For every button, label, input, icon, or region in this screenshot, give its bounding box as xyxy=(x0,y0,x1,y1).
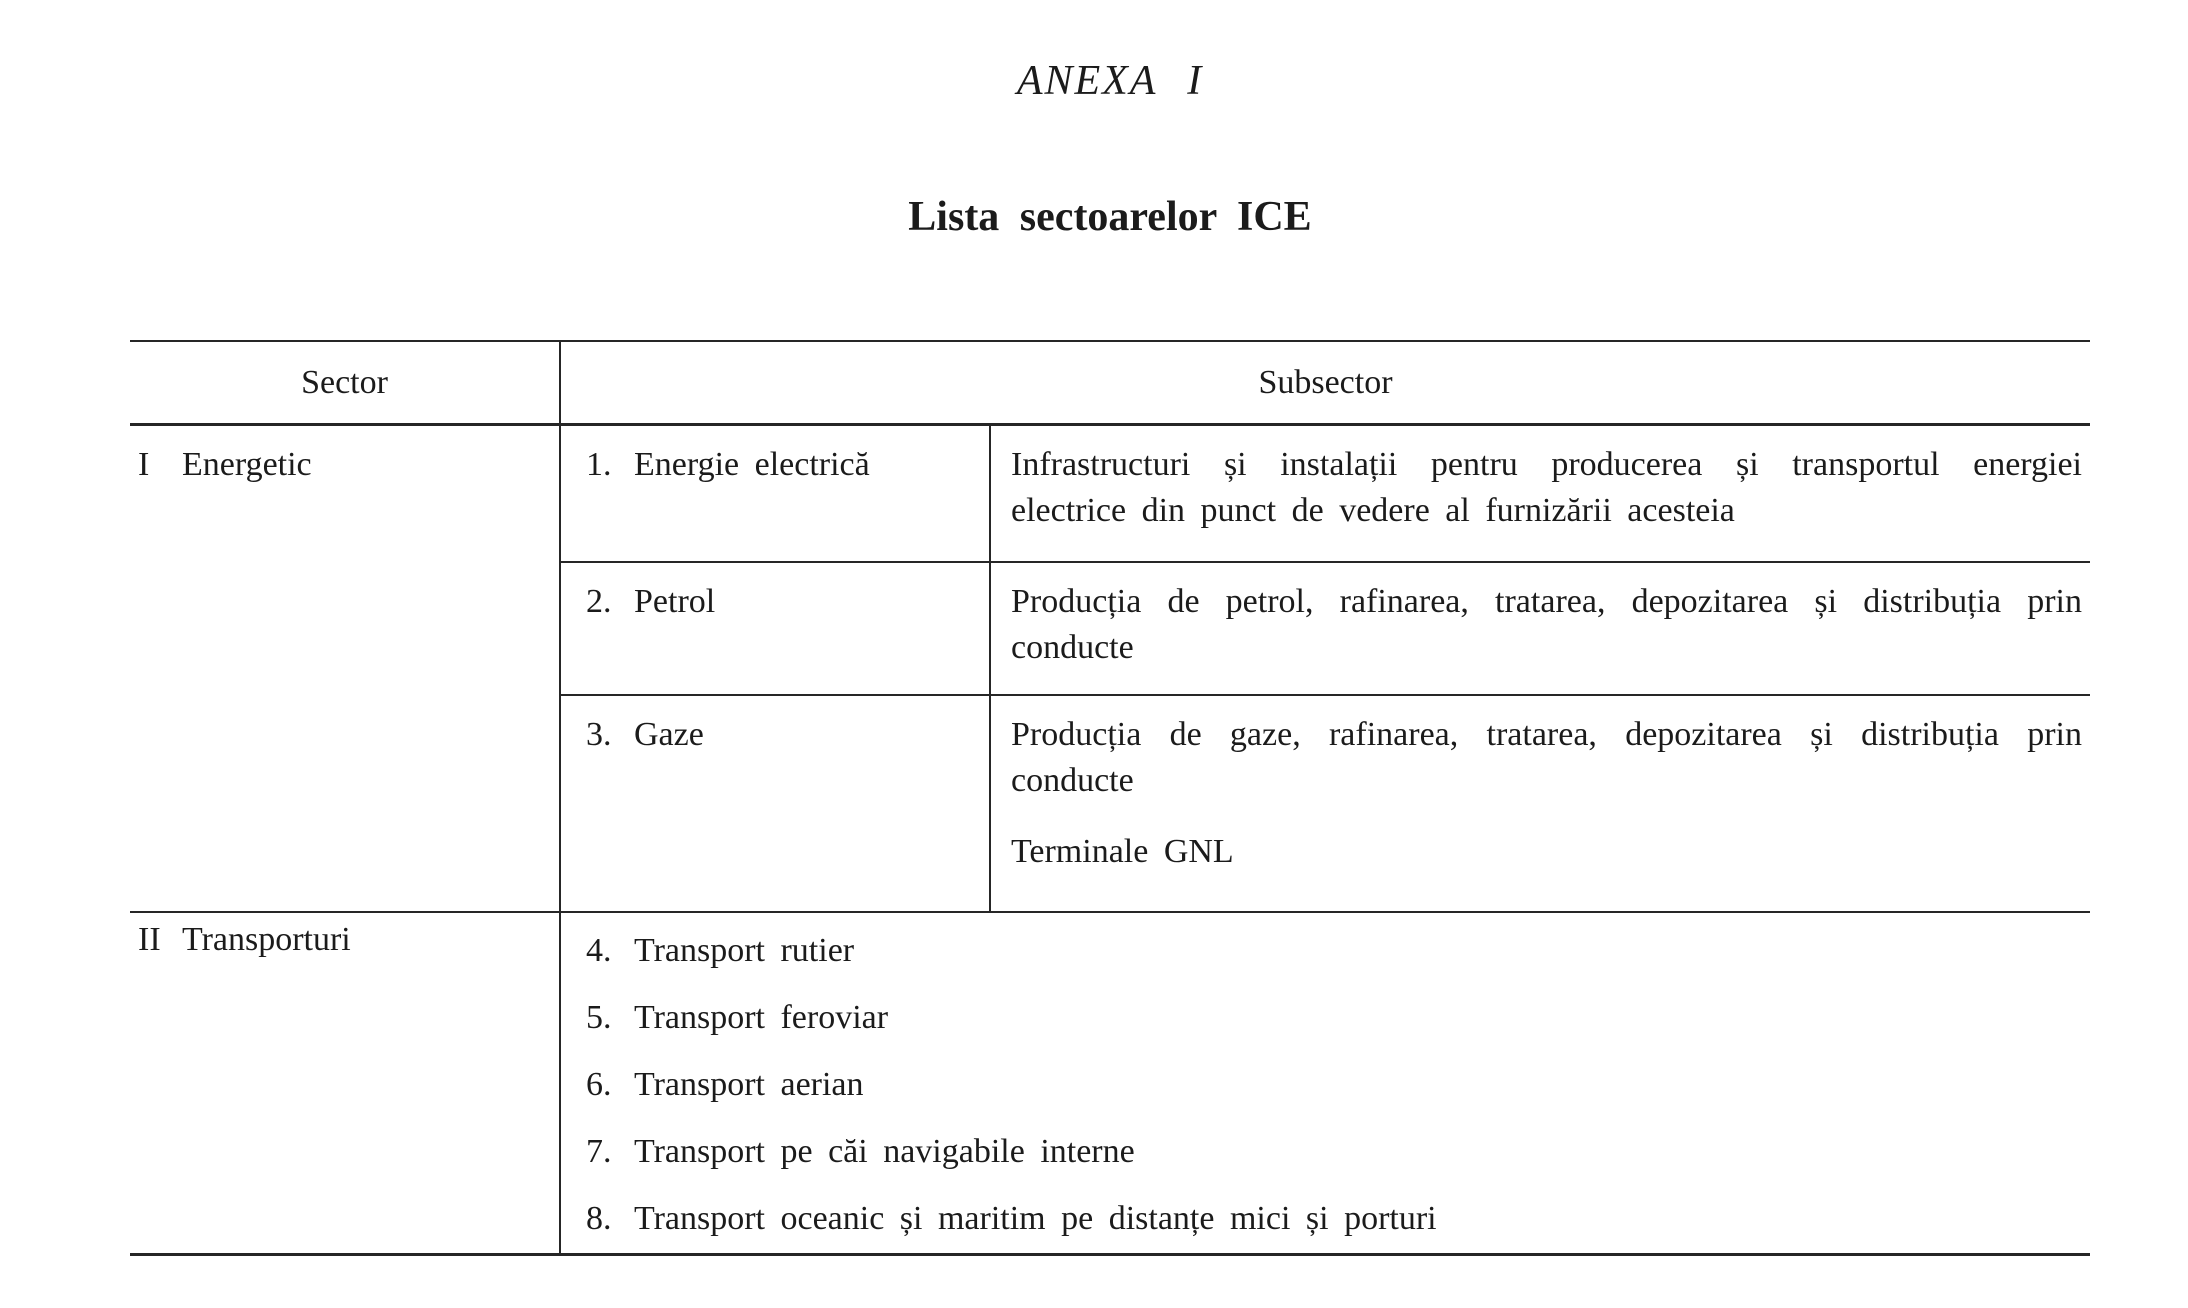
subsector-name-cell xyxy=(560,562,990,695)
description-text: Terminale GNL xyxy=(1011,832,1234,870)
table-row-transporturi xyxy=(130,912,2090,1255)
sector-numeral: II xyxy=(138,920,161,958)
description-text: Producția de petrol, rafinarea, tratarea, depozitarea și distribuția prin conducte xyxy=(1011,582,2082,666)
column-header-sector: Sector xyxy=(130,341,560,425)
subsector-name: Transport aerian xyxy=(634,1065,864,1103)
subsector-number: 2. xyxy=(586,582,612,620)
sector-label: Transporturi xyxy=(182,920,351,958)
subsector-number: 8. xyxy=(586,1199,612,1237)
subsector-number: 4. xyxy=(586,931,612,969)
subsector-name: Energie electrică xyxy=(634,446,870,483)
column-header-subsector: Subsector xyxy=(560,341,2090,425)
subsector-number: 6. xyxy=(586,1065,612,1103)
sector-cell-energetic xyxy=(130,425,560,912)
subsector-name: Gaze xyxy=(634,715,704,753)
list-item xyxy=(586,1118,2082,1185)
subsector-name-cell xyxy=(560,425,990,562)
subsector-name: Transport oceanic și maritim pe distanțe mici și porturi xyxy=(634,1199,1437,1237)
subsector-name: Transport pe căi navigabile interne xyxy=(634,1132,1135,1170)
list-item xyxy=(586,917,2082,984)
subsector-number: 3. xyxy=(586,715,612,753)
description-text: Producția de gaze, rafinarea, tratarea, depozitarea și distribuția prin conducte xyxy=(1011,715,2082,799)
list-item xyxy=(586,1051,2082,1118)
subsector-number: 7. xyxy=(586,1132,612,1170)
subsector-name: Transport feroviar xyxy=(634,998,889,1036)
annex-title: ANEXA I xyxy=(1016,58,1204,104)
sector-numeral: I xyxy=(138,446,150,483)
description-text: Infrastructuri și instalații pentru producerea și transportul energiei electrice din punct de vedere al furnizării acesteia xyxy=(1011,446,2082,529)
subsector-number: 5. xyxy=(586,998,612,1036)
subsector-description-cell xyxy=(990,425,2090,562)
table-header-row xyxy=(130,341,2090,425)
subsector-list-cell xyxy=(560,912,2090,1255)
sector-cell-transporturi xyxy=(130,912,560,1255)
subsector-name: Petrol xyxy=(634,582,716,620)
subsector-name-cell xyxy=(560,695,990,912)
list-item xyxy=(586,1185,2082,1252)
subsector-description-cell xyxy=(990,562,2090,695)
subsector-description-cell xyxy=(990,695,2090,912)
table-row-energie-electrica xyxy=(130,425,2090,562)
sector-label: Energetic xyxy=(182,446,312,483)
subsector-name: Transport rutier xyxy=(634,931,855,969)
list-item xyxy=(586,984,2082,1051)
subsector-number: 1. xyxy=(586,446,612,483)
document-title: Lista sectoarelor ICE xyxy=(908,194,1312,240)
sectors-table xyxy=(130,340,2090,1256)
